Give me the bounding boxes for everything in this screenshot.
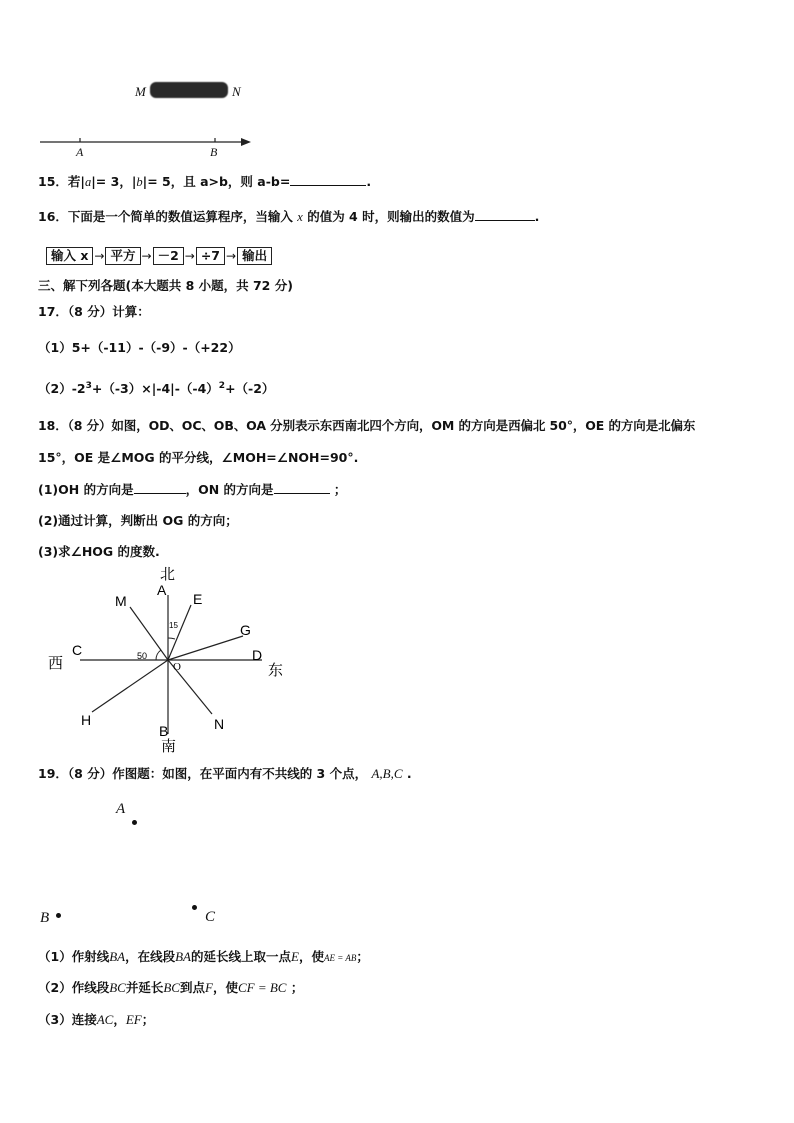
q19-p1-end: ； bbox=[356, 949, 369, 964]
question-18-part-1 bbox=[38, 480, 346, 498]
question-19-part-1 bbox=[38, 947, 369, 965]
question-17-heading: 17．（8 分）计算： bbox=[38, 304, 150, 319]
q19-p2-text: 并延长 bbox=[125, 980, 164, 995]
number-line bbox=[38, 132, 253, 152]
redaction-mark bbox=[150, 82, 228, 98]
q19-p3-text: ， bbox=[113, 1012, 126, 1027]
q19-p2-equation: CF = BC bbox=[237, 980, 287, 995]
question-19-heading bbox=[38, 764, 412, 782]
q19-p1-text: ，在线段 bbox=[125, 949, 176, 964]
q19-text: 19．（8 分）作图题：如图，在平面内有不共线的 3 个点， bbox=[38, 766, 368, 781]
point-b-label: B bbox=[210, 145, 218, 159]
label-angle-15: 15 bbox=[169, 621, 178, 630]
exponent: 3 bbox=[85, 380, 92, 391]
q15-end: . bbox=[366, 174, 372, 189]
flow-input-box: 输入 x bbox=[46, 247, 93, 265]
flow-minus2-box: －2 bbox=[153, 247, 184, 265]
q16-text: 的值为 4 时，则输出的数值为 bbox=[307, 209, 475, 224]
q17-p2-text: （2）-2 bbox=[38, 381, 86, 396]
flow-chart bbox=[46, 245, 272, 265]
q15-text: 若| bbox=[67, 174, 85, 189]
q19-bc: BC bbox=[163, 980, 180, 995]
question-17-part-2 bbox=[38, 379, 274, 397]
q19-p1-equation: AE = AB bbox=[323, 953, 357, 963]
q19-p2-text: （2）作线段 bbox=[38, 980, 110, 995]
q19-ba: BA bbox=[175, 949, 191, 964]
point-a-label: A bbox=[76, 145, 84, 159]
q15-text: |= 3，| bbox=[91, 174, 137, 189]
label-n: N bbox=[214, 716, 225, 732]
var-b: b bbox=[136, 175, 143, 189]
point-a-label: A bbox=[116, 801, 126, 817]
label-o: O bbox=[173, 661, 181, 673]
q19-ef: EF bbox=[125, 1012, 142, 1027]
flow-output-box: 输出 bbox=[237, 247, 272, 265]
label-d: D bbox=[252, 647, 263, 663]
question-18-line-1: 18．（8 分）如图，OD、OC、OB、OA 分别表示东西南北四个方向，OM 的方向是西偏北 50°，OE 的方向是北偏东 bbox=[38, 418, 696, 433]
label-m: M bbox=[115, 593, 127, 609]
question-17-part-1: （1）5+（-11）-（-9）-（+22） bbox=[38, 340, 241, 355]
line-og bbox=[168, 636, 243, 660]
angle-arc-15 bbox=[168, 638, 175, 639]
q17-p2-text: +（-3）×|-4|-（-4） bbox=[91, 381, 219, 396]
q19-p3-end: ； bbox=[141, 1012, 155, 1027]
answer-blank bbox=[475, 208, 535, 221]
q17-p2-text: +（-2） bbox=[225, 381, 275, 396]
exponent: 2 bbox=[218, 380, 226, 391]
q15-text: |= 5，且 a>b，则 a-b= bbox=[142, 174, 291, 189]
q19-p2-text: ，使 bbox=[212, 980, 238, 995]
q19-points: A,B,C bbox=[371, 766, 403, 781]
label-b: B bbox=[159, 723, 169, 739]
point-b-label: B bbox=[40, 910, 50, 926]
q16-text: 下面是一个简单的数值运算程序，当输入 bbox=[67, 209, 293, 224]
arrow-icon: → bbox=[184, 249, 195, 263]
question-18-line-2: 15°，OE 是∠MOG 的平分线，∠MOH=∠NOH=90°. bbox=[38, 450, 359, 465]
label-a: A bbox=[157, 582, 167, 598]
answer-blank bbox=[134, 481, 186, 494]
question-18-part-3: (3)求∠HOG 的度数. bbox=[38, 544, 160, 559]
q19-end: . bbox=[406, 766, 412, 781]
label-e: E bbox=[193, 591, 203, 607]
q19-bc: BC bbox=[109, 980, 126, 995]
label-west: 西 bbox=[48, 655, 64, 672]
flow-div7-box: ÷7 bbox=[196, 247, 225, 265]
point-b-dot bbox=[56, 913, 61, 918]
label-east: 东 bbox=[268, 662, 284, 679]
point-n-label: N bbox=[232, 84, 241, 99]
q18-p1-text: (1)OH 的方向是 bbox=[38, 482, 134, 497]
label-south: 南 bbox=[161, 738, 177, 754]
label-h: H bbox=[81, 712, 92, 728]
answer-blank bbox=[290, 173, 366, 186]
section-3-heading: 三、解下列各题(本大题共 8 小题，共 72 分) bbox=[38, 278, 293, 293]
arrow-icon: → bbox=[94, 249, 105, 263]
q19-p3-text: （3）连接 bbox=[38, 1012, 97, 1027]
question-16 bbox=[38, 207, 539, 225]
question-19-part-3 bbox=[38, 1010, 154, 1028]
var-x: x bbox=[297, 210, 303, 224]
label-angle-50: 50 bbox=[137, 651, 148, 661]
label-g: G bbox=[240, 622, 251, 638]
q18-p1-end: ； bbox=[333, 482, 347, 497]
q19-p1-text: ，使 bbox=[298, 949, 324, 964]
point-m-label: M bbox=[135, 84, 146, 99]
label-north: 北 bbox=[160, 566, 176, 583]
question-number: 15． bbox=[38, 174, 68, 189]
line-oh bbox=[92, 660, 168, 712]
line-om bbox=[130, 607, 168, 660]
var-a: a bbox=[84, 175, 92, 189]
q16-end: . bbox=[534, 209, 540, 224]
point-a-dot bbox=[132, 820, 137, 825]
angle-arc-50 bbox=[156, 650, 161, 660]
point-c-label: C bbox=[205, 909, 216, 925]
answer-blank bbox=[274, 481, 330, 494]
compass-figure bbox=[40, 562, 300, 754]
q19-ac: AC bbox=[96, 1012, 114, 1027]
question-number: 16． bbox=[38, 209, 68, 224]
point-c-dot bbox=[192, 905, 197, 910]
question-19-part-2 bbox=[38, 978, 303, 996]
q19-p2-text: 到点 bbox=[179, 980, 205, 995]
q19-p1-text: （1）作射线 bbox=[38, 949, 110, 964]
flow-square-box: 平方 bbox=[105, 247, 140, 265]
q19-e: E bbox=[291, 949, 299, 964]
line-oe bbox=[168, 605, 191, 660]
question-15 bbox=[38, 172, 371, 190]
question-18-part-2: (2)通过计算，判断出 OG 的方向； bbox=[38, 513, 238, 528]
q19-f: F bbox=[204, 980, 213, 995]
q19-p2-end: ； bbox=[290, 980, 304, 995]
arrow-icon: → bbox=[226, 249, 237, 263]
label-c: C bbox=[72, 642, 83, 658]
q19-ba: BA bbox=[109, 949, 126, 964]
q18-p1-text: ，ON 的方向是 bbox=[185, 482, 274, 497]
q19-p1-text: 的延长线上取一点 bbox=[191, 949, 292, 964]
arrow-icon: → bbox=[141, 249, 152, 263]
